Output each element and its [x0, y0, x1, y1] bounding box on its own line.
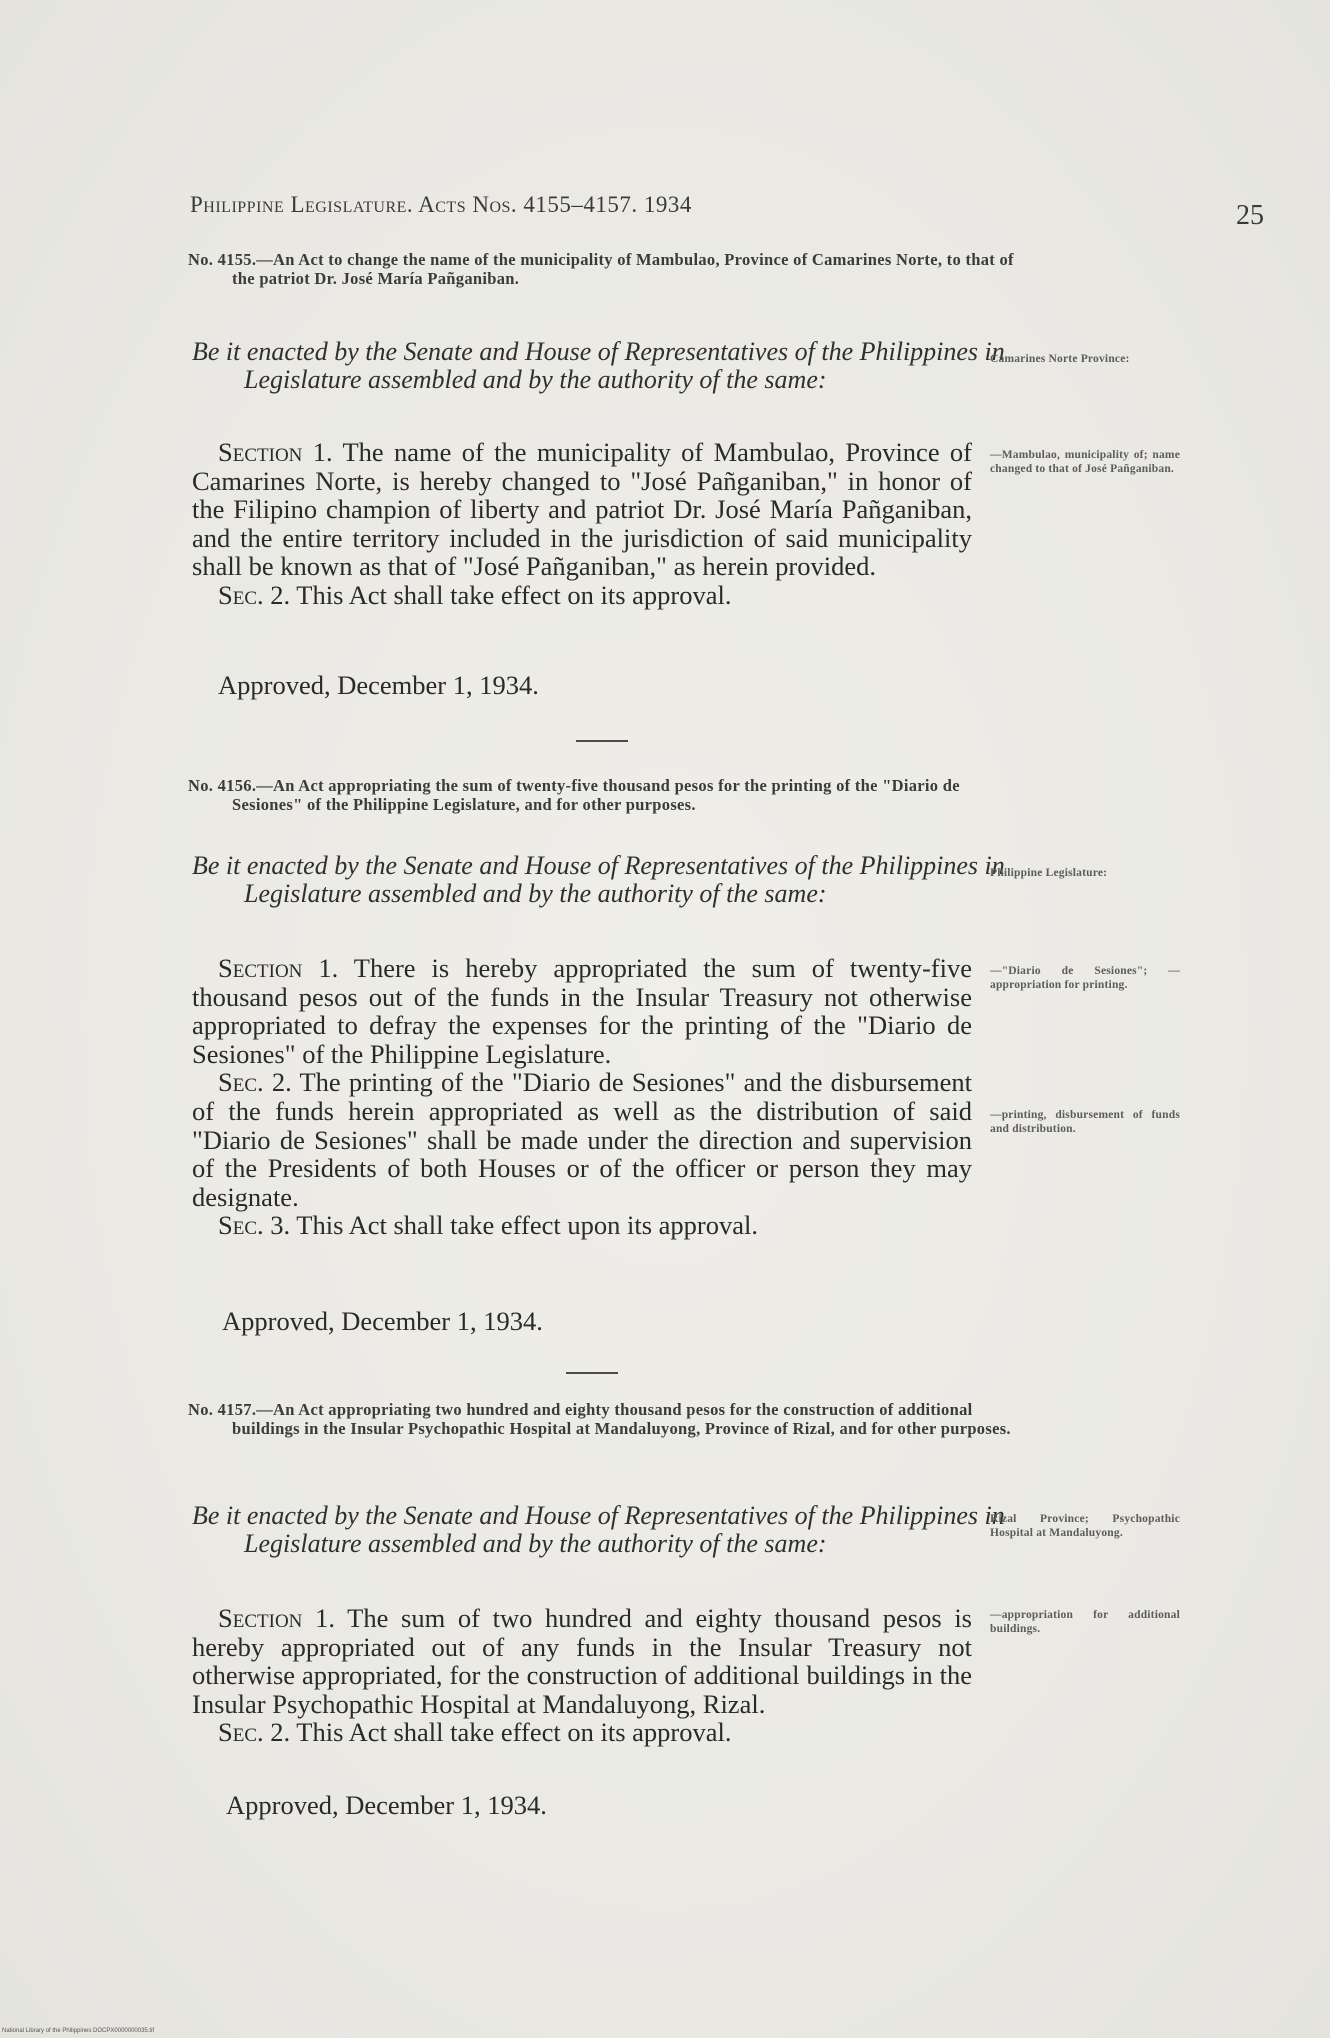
section-text: This Act shall take effect upon its approval. — [290, 1210, 758, 1241]
enacting-clause-4157: Be it enacted by the Senate and House of Representatives of the Philippines in Legislature assembled and by the authority of the same: — [192, 1501, 1005, 1558]
section-label: Section 1. — [218, 1603, 335, 1633]
section-paragraph — [192, 1604, 972, 1718]
act-body-4156 — [192, 954, 972, 1240]
section-paragraph — [192, 581, 972, 610]
act-body-4157 — [192, 1604, 972, 1747]
page-number: 25 — [1236, 200, 1264, 231]
scan-credit: National Library of the Philippines DOCPX0000000035.tif — [2, 2028, 155, 2034]
section-text: This Act shall take effect on its approval. — [290, 579, 732, 610]
margin-note-rizal: Rizal Province; Psychopathic Hospital at Mandaluyong. — [990, 1513, 1180, 1539]
section-text: This Act shall take effect on its approval. — [290, 1717, 732, 1748]
section-label: Sec. 2. — [218, 1717, 291, 1748]
section-label: Sec. 3. — [218, 1210, 291, 1241]
section-paragraph — [192, 1718, 972, 1747]
section-paragraph — [192, 1211, 972, 1240]
section-label: Section 1. — [218, 437, 333, 467]
approval-date-4157: Approved, December 1, 1934. — [226, 1790, 547, 1820]
section-paragraph — [192, 438, 972, 581]
approval-date-4155: Approved, December 1, 1934. — [218, 670, 539, 700]
approval-date-4156: Approved, December 1, 1934. — [222, 1306, 543, 1336]
act-heading-4155: No. 4155.—An Act to change the name of the municipality of Mambulao, Province of Camarines Norte, to that of the patriot Dr. José María Pañganiban. — [188, 250, 1014, 288]
act-body-4155 — [192, 438, 972, 610]
section-text: The name of the municipality of Mambulao, Province of Camarines Norte, is hereby changed to "José Pañganiban," in honor of the Filipino champion of liberty and patriot Dr. José María Pañganiban, and the entire territory included in the jurisdiction of said municipality shall be known as that of "José Pañganiban," as herein provided. — [192, 437, 972, 582]
section-label: Section 1. — [218, 953, 339, 983]
section-divider — [566, 1372, 618, 1374]
enacting-clause-4155: Be it enacted by the Senate and House of Representatives of the Philippines in Legislature assembled and by the authority of the same: — [192, 337, 1005, 394]
margin-note-printing: —printing, disbursement of funds and distribution. — [990, 1109, 1180, 1135]
section-paragraph — [192, 954, 972, 1068]
margin-note-legislature: Philippine Legislature: — [990, 867, 1108, 879]
section-text: There is hereby appropriated the sum of twenty-five thousand pesos out of the funds in the Insular Treasury not otherwise appropriated to defray the expenses for the printing of the "Diario de Sesiones" of the Philippine Legislature. — [192, 953, 972, 1069]
section-text: The printing of the "Diario de Sesiones" and the disbursement of the funds herein appropriated as well as the distribution of said "Diario de Sesiones" shall be made under the direction and supervision of the Presidents of both Houses or of the officer or person they may designate. — [192, 1067, 972, 1212]
section-text: The sum of two hundred and eighty thousand pesos is hereby appropriated out of any funds in the Insular Treasury not otherwise appropriated, for the construction of additional buildings in the Insular Psychopathic Hospital at Mandaluyong, Rizal. — [192, 1603, 972, 1719]
margin-note-buildings: —appropriation for additional buildings. — [990, 1609, 1180, 1635]
enacting-clause-4156: Be it enacted by the Senate and House of Representatives of the Philippines in Legislature assembled and by the authority of the same: — [192, 851, 1005, 908]
section-divider — [576, 740, 628, 742]
section-paragraph — [192, 1068, 972, 1211]
act-heading-4156: No. 4156.—An Act appropriating the sum of twenty-five thousand pesos for the printing of the "Diario de Sesiones" of the Philippine Legislature, and for other purposes. — [188, 776, 960, 814]
running-head: Philippine Legislature. Acts Nos. 4155–4157. 1934 — [190, 192, 692, 217]
section-label: Sec. 2. — [218, 1067, 292, 1098]
section-label: Sec. 2. — [218, 579, 291, 610]
margin-note-camarines: Camarines Norte Province: — [990, 353, 1130, 365]
margin-note-mambulao: —Mambulao, municipality of; name changed to that of José Pañganiban. — [990, 449, 1180, 475]
margin-note-diario: —"Diario de Sesiones"; —appropriation for printing. — [990, 965, 1180, 991]
act-heading-4157: No. 4157.—An Act appropriating two hundred and eighty thousand pesos for the construction of additional buildings in the Insular Psychopathic Hospital at Mandaluyong, Province of Rizal, and for other purposes. — [188, 1400, 1011, 1438]
